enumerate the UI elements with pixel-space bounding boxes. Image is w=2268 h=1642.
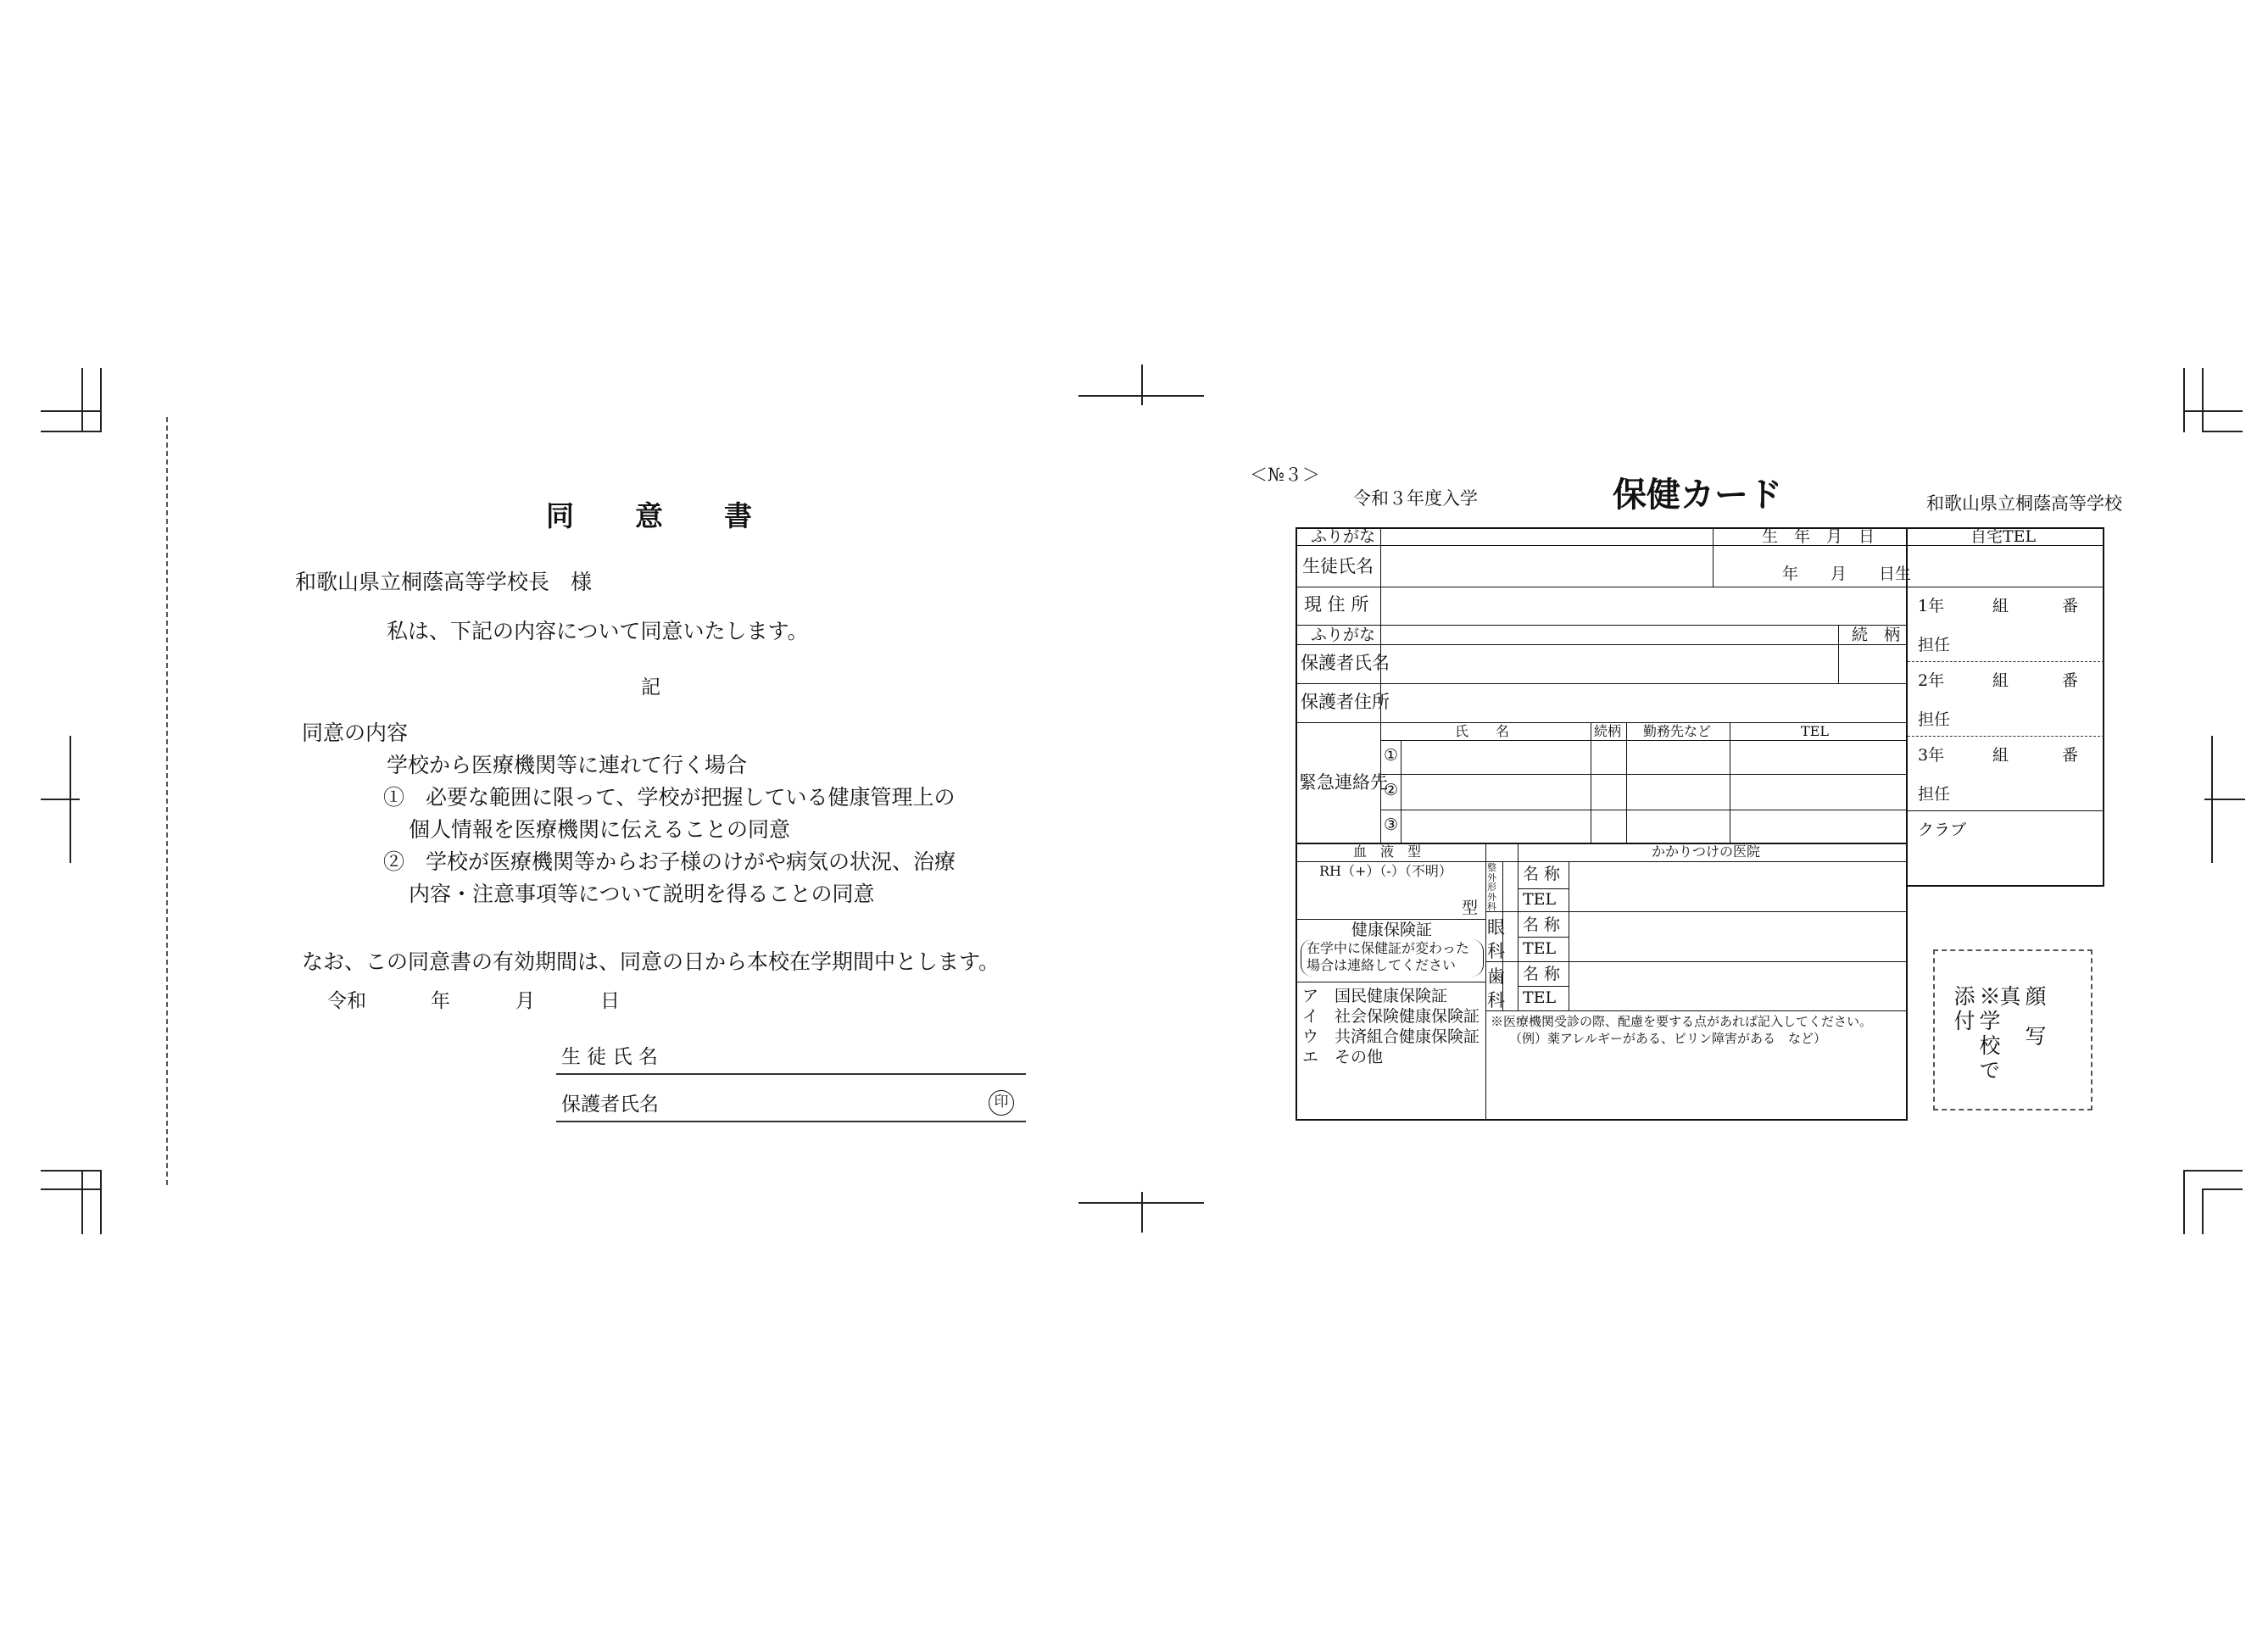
medical-note-2: （例）薬アレルギーがある、ピリン障害がある など） (1509, 1031, 1827, 1046)
date-day: 日 (600, 990, 620, 1012)
ki-label: 記 (641, 676, 660, 699)
insurance-note-1: 在学中に保健証が変わった (1307, 940, 1469, 956)
address-label: 現 住 所 (1304, 594, 1369, 615)
health-card-title: 保健カード (1613, 476, 1782, 515)
birth-fields: 年 月 日生 (1782, 565, 1912, 583)
emergency-contact-label: 緊急連絡先 (1299, 772, 1388, 793)
insurance-note-2: 場合は連絡してください (1307, 957, 1457, 973)
card-number: ＜№３＞ (1250, 465, 1320, 485)
grade-2-label: 2年 (1918, 671, 1945, 690)
insurance-option-u: ウ 共済組合健康保険証 (1302, 1027, 1480, 1046)
blood-type-header: 血 液 型 (1353, 843, 1422, 860)
item-2-line-2: 内容・注意事項等について説明を得ることの同意 (409, 882, 875, 906)
home-tel-label: 自宅TEL (1970, 527, 2037, 546)
clinic-dental-tel-label: TEL (1523, 988, 1557, 1007)
relation-label: 続 柄 (1852, 626, 1901, 644)
emergency-name-header: 氏 名 (1455, 723, 1510, 739)
grade-2-class: 組 (1992, 671, 2009, 690)
grade-3-teacher: 担任 (1918, 785, 1951, 804)
grade-3-number: 番 (2062, 746, 2079, 765)
insurance-option-i: イ 社会保険健康保険証 (1302, 1007, 1480, 1026)
grade-1-class: 組 (1992, 597, 2009, 615)
photo-note: ※学校で添付 (1951, 985, 2001, 1083)
grade-2-number: 番 (2062, 671, 2079, 690)
emergency-relation-header: 続柄 (1594, 723, 1622, 739)
grade-2-teacher: 担任 (1918, 710, 1951, 729)
addressee: 和歌山県立桐蔭高等学校長 様 (295, 570, 593, 594)
student-name-line (556, 1073, 1026, 1075)
emergency-mark-2: ② (1384, 781, 1399, 799)
insurance-option-a: ア 国民健康保険証 (1302, 987, 1448, 1005)
student-name-label: 生 徒 氏 名 (561, 1046, 658, 1068)
item-2-line-1: ② 学校が医療機関等からお子様のけがや病気の状況、治療 (383, 849, 956, 874)
guardian-name-line (556, 1121, 1026, 1122)
furigana-2-label: ふりがな (1311, 626, 1376, 644)
blood-rh: RH（+）（-）（不明） (1319, 863, 1452, 879)
student-name-field-label: 生徒氏名 (1302, 556, 1374, 576)
emergency-workplace-header: 勤務先など (1643, 723, 1712, 739)
club-label: クラブ (1918, 821, 1967, 839)
date-year: 年 (431, 990, 450, 1012)
guardian-address-label: 保護者住所 (1301, 692, 1390, 712)
item-1-line-2: 個人情報を医療機関に伝えることの同意 (409, 817, 791, 842)
emergency-mark-3: ③ (1384, 815, 1399, 834)
photo-label: 顔写真 (1997, 985, 2047, 1065)
insurance-note (1301, 939, 1484, 977)
emergency-tel-header: TEL (1801, 723, 1829, 739)
emergency-mark-1: ① (1384, 746, 1399, 765)
grade-3-label: 3年 (1918, 746, 1945, 765)
clinic-dept-ophthalmology: 眼科 (1487, 917, 1505, 962)
consent-statement: 私は、下記の内容について同意いたします。 (387, 619, 809, 643)
date-month: 月 (515, 990, 535, 1012)
grade-1-number: 番 (2062, 597, 2079, 615)
grade-3-class: 組 (1992, 746, 2009, 765)
grade-1-teacher: 担任 (1918, 636, 1951, 654)
clinic-orthopedics-tel-label: TEL (1523, 890, 1557, 909)
insurance-title: 健康保険証 (1351, 921, 1433, 939)
case-title: 学校から医療機関等に連れて行く場合 (387, 753, 748, 777)
guardian-name-label: 保護者氏名 (561, 1094, 659, 1116)
blood-type-suffix: 型 (1462, 899, 1479, 917)
item-1-line-1: ① 必要な範囲に限って、学校が把握している健康管理上の (383, 785, 956, 810)
clinic-dept-orthopedics: 整外形外科 (1487, 862, 1496, 913)
clinic-ophthalmology-name-label: 名 称 (1523, 916, 1561, 934)
fold-line (166, 417, 168, 1185)
school-name: 和歌山県立桐蔭高等学校 (1926, 493, 2122, 514)
date-era: 令和 (327, 990, 366, 1012)
clinic-dept-dental: 歯科 (1487, 966, 1505, 1011)
enrollment-year: 令和３年度入学 (1353, 488, 1478, 509)
clinic-dental-name-label: 名 称 (1523, 965, 1561, 983)
grade-1-label: 1年 (1918, 597, 1945, 615)
birth-header: 生 年 月 日 (1762, 527, 1875, 546)
insurance-option-e: エ その他 (1302, 1048, 1384, 1066)
furigana-label: ふりがな (1311, 527, 1376, 546)
medical-note-1: ※医療機関受診の際、配慮を要する点があれば記入してください。 (1491, 1014, 1873, 1029)
clinic-orthopedics-name-label: 名 称 (1523, 865, 1561, 883)
guardian-name-field-label: 保護者氏名 (1301, 653, 1390, 673)
content-heading: 同意の内容 (302, 721, 409, 745)
clinic-ophthalmology-tel-label: TEL (1523, 939, 1557, 958)
consent-title: 同 意 書 (546, 499, 754, 532)
seal-mark: 印 (989, 1090, 1014, 1116)
validity-note: なお、この同意書の有効期間は、同意の日から本校在学期間中とします。 (302, 949, 1000, 974)
clinic-header: かかりつけの医院 (1652, 843, 1761, 860)
